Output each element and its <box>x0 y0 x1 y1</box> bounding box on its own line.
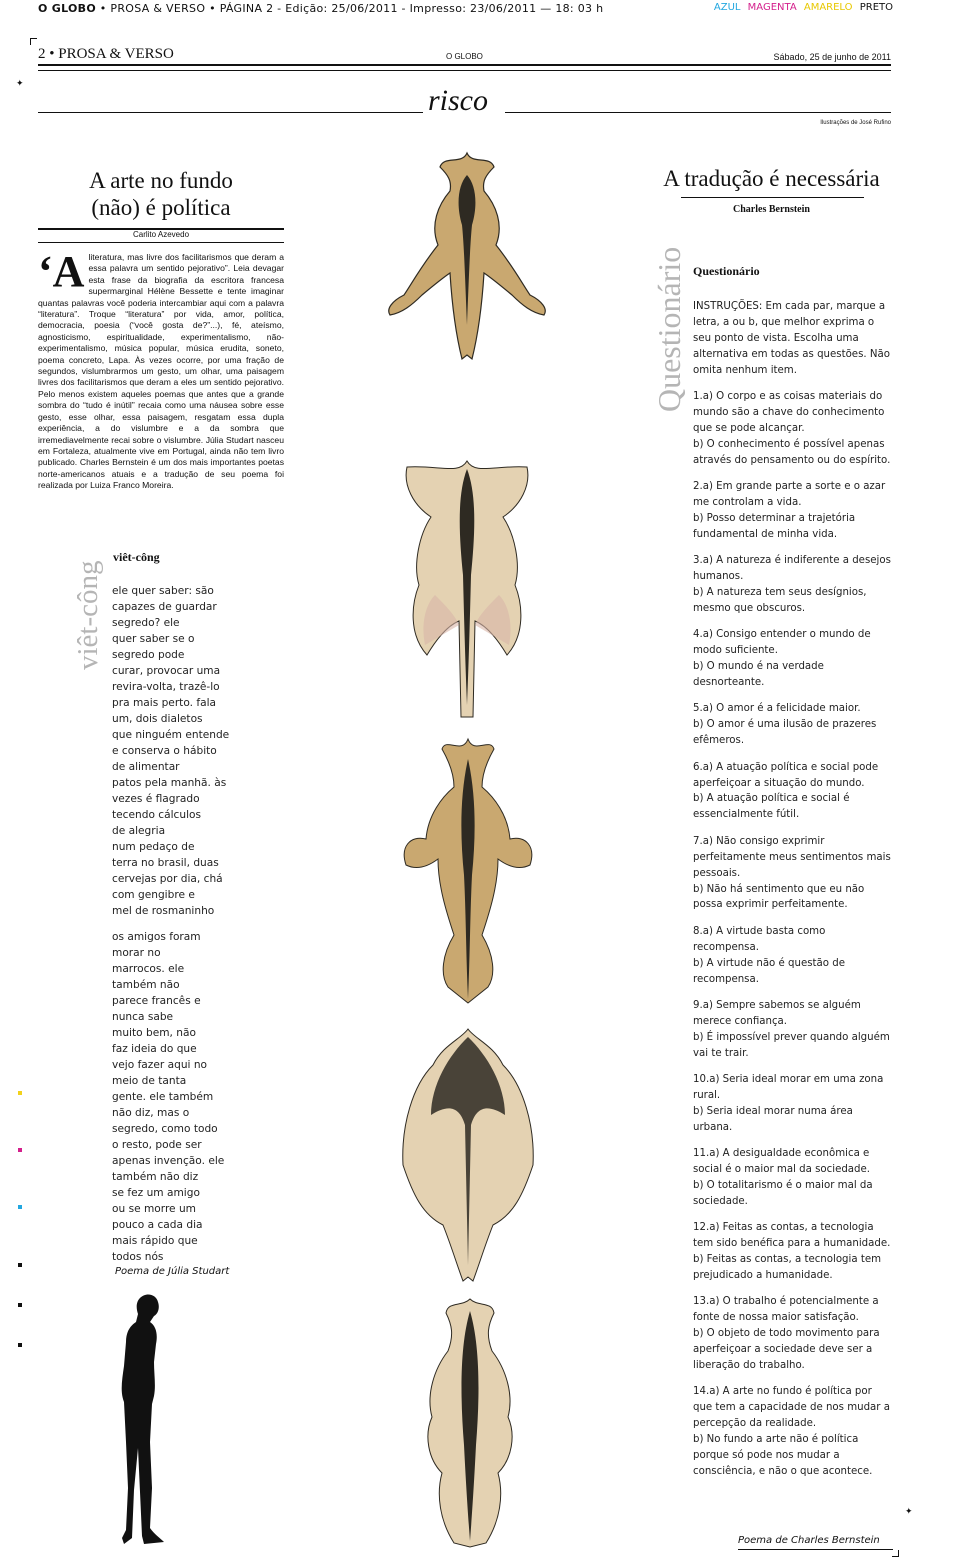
poem-line: os amigos foram <box>112 931 201 943</box>
questionnaire-instructions: INSTRUÇÕES: Em cada par, marque a letra, a ou b, que melhor exprima o seu ponto de vista. Escolha uma alternativa em todas as questões. Não omita nenhum item. <box>693 301 890 376</box>
illustration-credit: Ilustrações de José Rufino <box>820 120 891 126</box>
left-title-line-2: (não) é política <box>91 195 231 220</box>
illustration-creature-5 <box>400 1295 540 1550</box>
questionnaire-title: Questionário <box>693 264 760 278</box>
question-item: 13.a) O trabalho é potencialmente a fonte de nossa maior satisfação. b) O objeto de todo movimento para aperfeiçoar a sociedade deve ser a liberação do trabalho. <box>693 1296 880 1372</box>
drop-cap: ‘A <box>38 247 85 296</box>
poem-line: segredo? ele <box>112 617 180 629</box>
illustration-creature-3 <box>398 735 538 1005</box>
poem-line: vejo fazer aqui no <box>112 1059 208 1071</box>
poem-line: tecendo cálculos <box>112 809 202 821</box>
question-item: 9.a) Sempre sabemos se alguém merece confiança. b) É impossível prever quando alguém vai te trair. <box>693 999 890 1059</box>
illustration-creature-1 <box>372 145 562 365</box>
print-slug: O GLOBO • PROSA & VERSO • PÁGINA 2 - Edição: 25/06/2011 - Impresso: 23/06/2011 — 18: 03 h <box>38 2 604 15</box>
question-item: 3.a) A natureza é indiferente a desejos humanos. b) A natureza tem seus desígnios, mesmo que obscuros. <box>693 555 891 614</box>
questionnaire-vertical-title: Questionário <box>651 246 687 412</box>
banner-rule-right <box>505 112 891 113</box>
color-label-azul: AZUL <box>713 2 741 13</box>
slug-paper: O GLOBO <box>38 2 97 15</box>
slug-edicao: Edição: 25/06/2011 <box>285 2 398 15</box>
poem-line: cervejas por dia, chá <box>112 873 223 885</box>
slug-impresso: Impresso: 23/06/2011 — 18: 03 h <box>409 2 604 15</box>
color-registration-labels <box>710 2 893 13</box>
page-section-label: 2 • PROSA & VERSO <box>38 46 174 62</box>
question-item: 4.a) Consigo entender o mundo de modo suficiente. b) O mundo é na verdade desnorteante. <box>693 629 871 689</box>
color-swatch-black <box>18 1303 22 1307</box>
question-item: 8.a) A virtude basta como recompensa. b) A virtude não é questão de recompensa. <box>693 925 845 985</box>
poem-line: um, dois dialetos <box>112 713 203 725</box>
title-rule <box>681 197 864 198</box>
poem-line: marrocos. ele <box>112 963 185 975</box>
poem-line: com gengibre e <box>112 889 195 901</box>
intro-text <box>38 247 284 492</box>
slug-page: PÁGINA 2 <box>219 2 274 15</box>
question-item: 5.a) O amor é a felicidade maior. b) O amor é uma ilusão de prazeres efêmeros. <box>693 703 877 747</box>
color-swatch-yellow <box>18 1091 22 1095</box>
poem-line: mel de rosmaninho <box>112 905 215 917</box>
poem-line: pra mais perto. fala <box>112 697 217 709</box>
poem-line: quer saber se o <box>112 633 195 645</box>
question-item: 14.a) A arte no fundo é política por que tem a capacidade de nos mudar a percepção da realidade. b) No fundo a arte não é política porque só pode nos mudar a consciência, e não o que acontece. <box>693 1386 890 1477</box>
crop-mark <box>30 38 37 45</box>
poem-line: não diz, mas o <box>112 1107 190 1119</box>
poem-line: que ninguém entende <box>112 729 230 741</box>
poem-line: se fez um amigo <box>112 1187 200 1199</box>
poem-line: num pedaço de <box>112 841 195 853</box>
color-label-amarelo: AMARELO <box>803 2 853 13</box>
poem-line: curar, provocar uma <box>112 665 221 677</box>
question-item: 10.a) Seria ideal morar em uma zona rural. b) Seria ideal morar numa área urbana. <box>693 1074 884 1133</box>
poem-line: pouco a cada dia <box>112 1219 203 1231</box>
poem-line: ou se morre um <box>112 1203 196 1215</box>
masthead-small: O GLOBO <box>446 52 483 61</box>
byline-rule <box>38 242 284 243</box>
poem-vertical-title: viêt-công <box>72 560 104 670</box>
poem-line: vezes é flagrado <box>112 793 200 805</box>
question-item: 11.a) A desigualdade econômica e social é o maior mal da sociedade. b) O totalitarismo é o maior mal da sociedade. <box>693 1148 873 1207</box>
questionnaire-body <box>693 299 893 1490</box>
poem-line: de alegria <box>112 825 166 837</box>
poem-line: revira-volta, trazê-lo <box>112 681 220 693</box>
banner-title: risco <box>428 84 488 117</box>
banner-rule-left <box>38 112 423 113</box>
poem-title: viêt-công <box>113 550 160 564</box>
standing-man-silhouette <box>110 1292 180 1554</box>
signature-rule <box>738 1549 893 1550</box>
left-title-line-1: A arte no fundo <box>89 168 233 193</box>
left-article-author: Carlito Azevedo <box>132 230 190 239</box>
poem-line: patos pela manhã. às <box>112 777 227 789</box>
color-swatch-cyan <box>18 1205 22 1209</box>
poem-line: parece francês e <box>112 995 201 1007</box>
right-article-title: A tradução é necessária <box>663 166 880 191</box>
page-date: Sábado, 25 de junho de 2011 <box>773 52 891 62</box>
question-item: 1.a) O corpo e as coisas materiais do mundo são a chave do conhecimento que se pode alcançar. b) O conhecimento é possível apenas através do pensamento ou do espírito. <box>693 391 891 466</box>
color-label-preto: PRETO <box>859 2 893 13</box>
poem-line: gente. ele também <box>112 1091 214 1103</box>
poem-stanza-2 <box>112 929 224 1265</box>
questionnaire-signature: Poema de Charles Bernstein <box>738 1535 880 1546</box>
poem-line: segredo pode <box>112 649 185 661</box>
poem-line: segredo, como todo <box>112 1123 218 1135</box>
poem-line: apenas invenção. ele <box>112 1155 225 1167</box>
poem-line: capazes de guardar <box>112 601 217 613</box>
question-item: 7.a) Não consigo exprimir perfeitamente meus sentimentos mais pessoais. b) Não há sentimento que eu não possa exprimir perfeitamente. <box>693 835 891 911</box>
poem-line: também não <box>112 979 180 991</box>
illustration-creature-2 <box>395 455 540 720</box>
question-item: 12.a) Feitas as contas, a tecnologia tem sido benéfica para a humanidade. b) Feitas as contas, a tecnologia tem prejudicado a humanidade. <box>693 1222 891 1282</box>
color-swatch-black <box>18 1263 22 1267</box>
header-rule-thin <box>38 70 891 71</box>
intro-body: literatura, mas livre dos facilitarismos que deram a essa palavra um sentido pejorativo”. Leia devagar esta frase da biografia da escritora francesa supermarginal Hélène Bessette e tente imaginar quantas palavras você poderia intercambiar aqui com a palavra “literatura”. Troque “literatura” por vida, amor, política, democracia, poesia (“você gosta de?”...), fé, ateísmo, agnosticismo, espiritualidade, experimentalismo, não-experimentalismo, música popular, música erudita, soneto, poema concreto, Lapa. Às vezes ocorre, por uma fração de segundos, vislumbrarmos um gesto, um olhar, uma paisagem livres dos facilitarismos que deram a eles um sentido pejorativo. Pelo menos existem aqueles poemas que antes que a grande sombra do “tudo é inútil” recaia como uma náusea sobre esse gesto, esse olhar, essa paisagem, resgatam essa dupla experiência, a do vislumbre e a da sombra que irremediavelmente recai sobre o vislumbre. Júlia Studart nasceu em Fortaleza, atualmente vive em Portugal, ainda não tem livro publicado. Charles Bernstein é um dos mais importantes poetas norte-americanos atuais e a tradução de seu poema foi realizada por Luiza Franco Moreira. <box>38 252 284 491</box>
poem-line: todos nós <box>112 1251 164 1263</box>
poem-line: o resto, pode ser <box>112 1139 202 1151</box>
poem-line: morar no <box>112 947 161 959</box>
question-item: 6.a) A atuação política e social pode aperfeiçoar a situação do mundo. b) A atuação política e social é essencialmente fútil. <box>693 761 879 821</box>
left-article-title <box>38 167 284 221</box>
color-swatch-black <box>18 1343 22 1347</box>
color-swatch-magenta <box>18 1148 22 1152</box>
poem-line: de alimentar <box>112 761 180 773</box>
poem-line: também não diz <box>112 1171 199 1183</box>
poem-line: ele quer saber: são <box>112 585 214 597</box>
poem-line: faz ideia do que <box>112 1043 197 1055</box>
poem-signature: Poema de Júlia Studart <box>115 1266 230 1277</box>
poem-line: nunca sabe <box>112 1011 174 1023</box>
registration-mark-icon: ✦ <box>905 1506 913 1516</box>
header-rule <box>38 64 891 66</box>
poem-stanza-1 <box>112 583 229 919</box>
crop-mark <box>892 1550 899 1557</box>
slug-section: PROSA & VERSO <box>110 2 206 15</box>
registration-mark-icon: ✦ <box>16 78 24 88</box>
poem-line: mais rápido que <box>112 1235 198 1247</box>
poem-line: meio de tanta <box>112 1075 187 1087</box>
color-label-magenta: MAGENTA <box>747 2 797 13</box>
poem-line: muito bem, não <box>112 1027 196 1039</box>
right-article-author: Charles Bernstein <box>733 204 810 215</box>
illustration-creature-4 <box>393 1025 543 1285</box>
question-item: 2.a) Em grande parte a sorte e o azar me controlam a vida. b) Posso determinar a trajetória fundamental de minha vida. <box>693 481 886 540</box>
poem-line: terra no brasil, duas <box>112 857 219 869</box>
poem-line: e conserva o hábito <box>112 745 217 757</box>
